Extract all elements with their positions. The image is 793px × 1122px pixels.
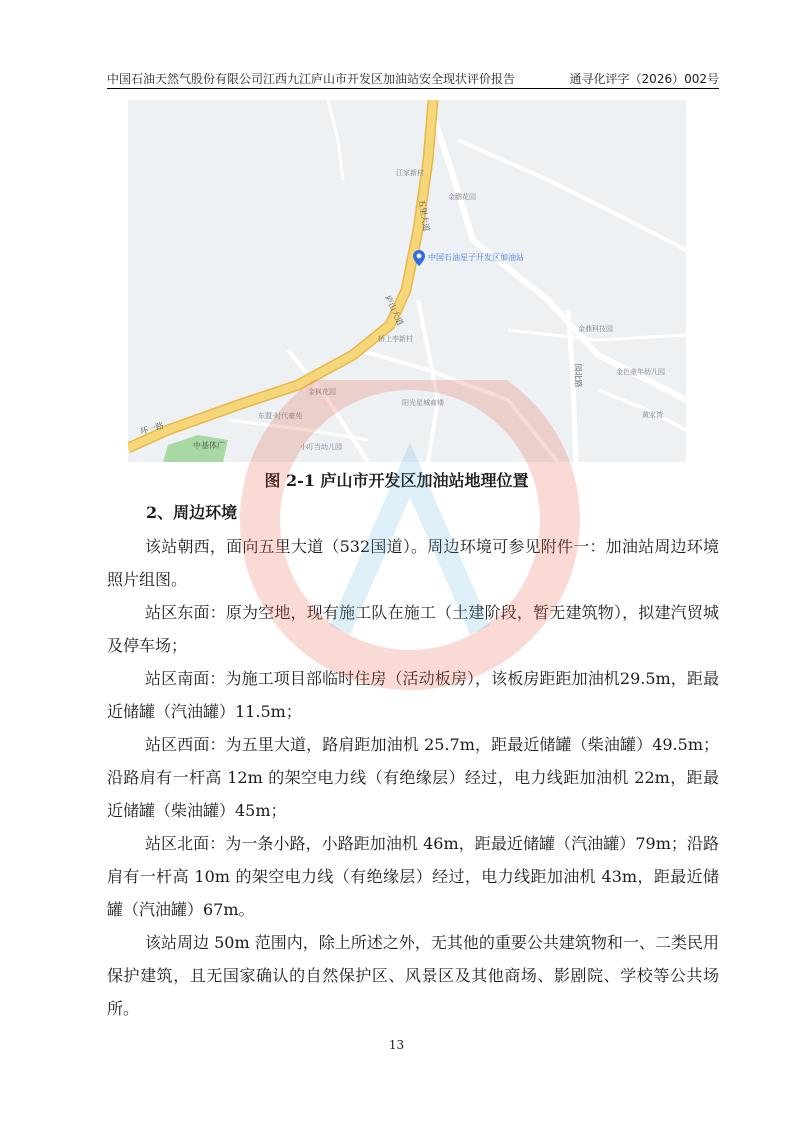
figure-caption: 图 2-1 庐山市开发区加油站地理位置: [264, 471, 529, 490]
map-road-label: 环一路: [139, 421, 165, 436]
map-place-label: 金鼎科技园: [578, 325, 613, 333]
paragraph: 站区西面：为五里大道，路肩距加油机 25.7m，距最近储罐（柴油罐）49.5m；沿路肩有一杆高 12m 的架空电力线（有绝缘层）经过，电力线距加油机 22m，距最近储罐（柴油罐）45m；: [107, 735, 719, 820]
map-station-label: 中国石油星子开发区加油站: [428, 253, 524, 262]
paragraph: 站区南面：为施工项目部临时住房（活动板房），该板房距距加油机29.5m，距最近储罐（汽油罐）11.5m；: [107, 669, 719, 721]
section-title: 2、周边环境: [146, 503, 238, 522]
paragraph: 该站朝西，面向五里大道（532国道）。周边环境可参见附件一：加油站周边环境照片组图。: [107, 537, 719, 589]
map-place-label: 黄家湾: [642, 411, 663, 419]
map-place-label: 东盟·时代豪苑: [258, 412, 303, 420]
page-number: 13: [388, 1038, 405, 1052]
map-place-label: 金色童年幼儿园: [616, 368, 665, 376]
map-place-label: 金鹏花园: [448, 193, 476, 201]
body-text: [107, 530, 719, 1025]
header-report-title: 中国石油天然气股份有限公司江西九江庐山市开发区加油站安全现状评价报告: [107, 72, 516, 86]
map-pin-icon: [413, 250, 425, 266]
map-place-label: 桥上李新村: [378, 335, 413, 343]
map-place-label: 小叮当幼儿园: [300, 443, 342, 451]
header-report-number: 通寻化评字（2026）002号: [569, 72, 719, 86]
page-header: [107, 68, 719, 89]
map-road-label: 庐山大道: [383, 294, 405, 327]
map-place-label: 金枫花园: [308, 388, 336, 396]
map-place-label: 中基体广: [193, 441, 225, 450]
paragraph: 站区东面：原为空地，现有施工队在施工（土建阶段，暂无建筑物），拟建汽贸城及停车场；: [107, 603, 719, 655]
map-road-label: 园北路: [573, 363, 583, 388]
paragraph: 该站周边 50m 范围内，除上所述之外，无其他的重要公共建筑物和一、二类民用保护建筑，且无国家确认的自然保护区、风景区及其他商场、影剧院、学校等公共场所。: [107, 933, 719, 1018]
map-place-label: 江家新村: [396, 169, 424, 177]
location-map: [128, 100, 686, 462]
map-road-label: 五里大道: [416, 198, 432, 233]
map-place-label: 阳光星城商楼: [402, 399, 444, 407]
paragraph: 站区北面：为一条小路，小路距加油机 46m，距最近储罐（汽油罐）79m；沿路肩有一杆高 10m 的架空电力线（有绝缘层）经过，电力线距加油机 43m，距最近储罐（汽油罐）67m。: [107, 834, 719, 919]
